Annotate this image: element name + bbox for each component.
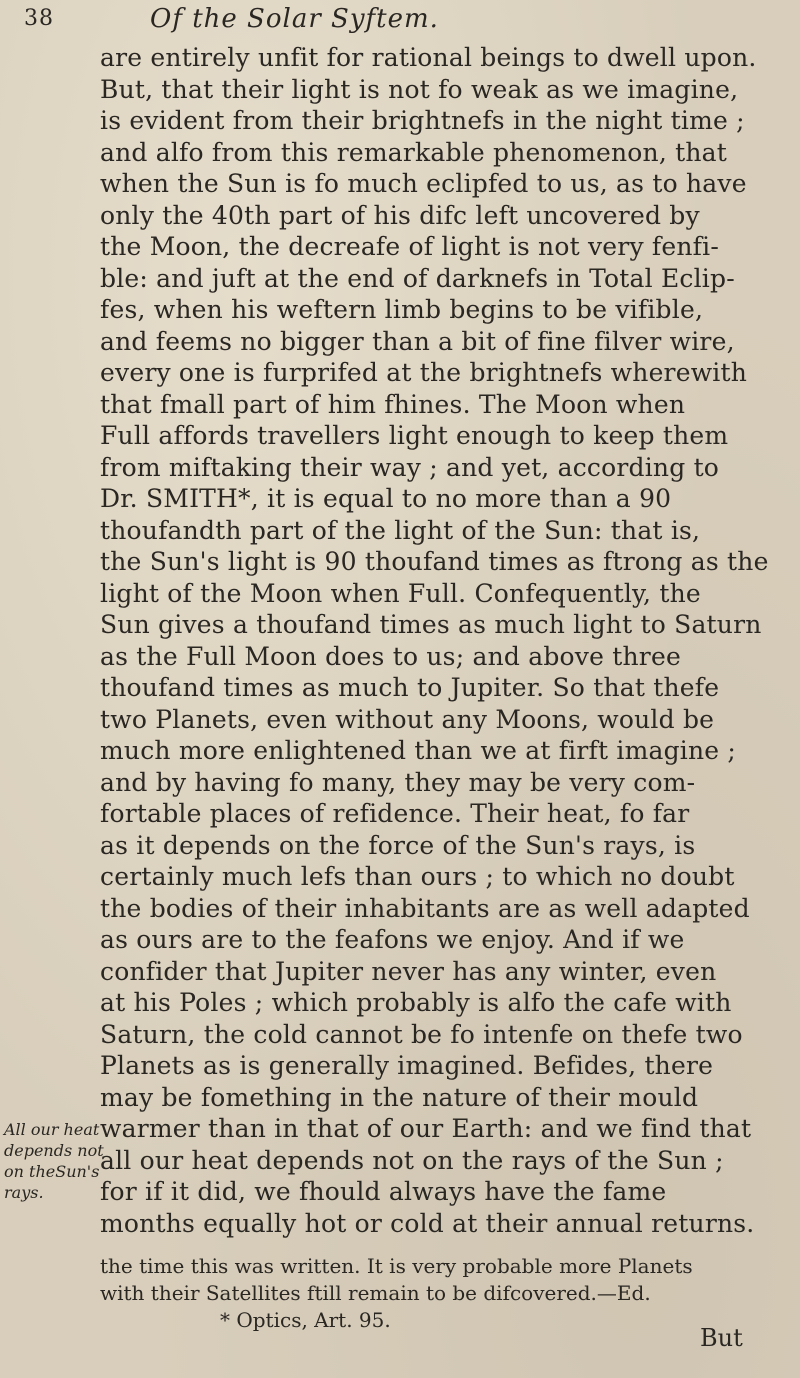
page-number: 38 xyxy=(24,6,54,31)
text-line: certainly much lefs than ours ; to which no doubt xyxy=(100,862,735,891)
text-line: warmer than in that of our Earth: and we find that xyxy=(100,1114,752,1143)
text-line: are entirely unfit for rational beings to dwell upon. xyxy=(100,43,757,72)
text-line: is evident from their brightnefs in the night time ; xyxy=(100,106,745,135)
footnote-line: with their Satellites ftill remain to be difcovered.—Ed. xyxy=(100,1281,651,1305)
text-line: as it depends on the force of the Sun's rays, is xyxy=(100,830,696,860)
text-line: may be fomething in the nature of their mould xyxy=(100,1082,699,1112)
text-line: fes, when his weftern limb begins to be vifible, xyxy=(100,295,704,324)
text-line: Sun gives a thoufand times as much light to Saturn xyxy=(100,610,762,639)
text-line: Planets as is generally imagined. Befides, there xyxy=(100,1051,714,1080)
text-line: and alfo from this remarkable phenomenon, that xyxy=(100,137,728,167)
text-line: Saturn, the cold cannot be fo intenfe on thefe two xyxy=(100,1019,743,1049)
text-line: when the Sun is fo much eclipfed to us, as to have xyxy=(100,169,747,198)
text-line: at his Poles ; which probably is alfo the cafe with xyxy=(100,988,732,1017)
text-line: and feems no bigger than a bit of fine filver wire, xyxy=(100,326,735,356)
text-line: and by having fo many, they may be very com- xyxy=(100,767,696,797)
text-line: ble: and juft at the end of darknefs in Total Eclip- xyxy=(100,263,735,293)
text-line: the Sun's light is 90 thoufand times as ftrong as the xyxy=(100,547,769,576)
text-line: from miftaking their way ; and yet, according to xyxy=(100,452,720,482)
text-line: thoufand times as much to Jupiter. So that thefe xyxy=(100,673,720,702)
text-line: fortable places of refidence. Their heat, fo far xyxy=(100,799,690,828)
text-line: months equally hot or cold at their annual returns. xyxy=(100,1208,755,1238)
catchword: But xyxy=(700,1324,743,1352)
text-line: But, that their light is not fo weak as we imagine, xyxy=(100,74,739,104)
running-head: Of the Solar Syftem. xyxy=(150,4,439,34)
text-line: thoufandth part of the light of the Sun: that is, xyxy=(100,515,701,545)
text-line: much more enlightened than we at firft imagine ; xyxy=(100,736,737,765)
marginal-note xyxy=(4,1119,104,1203)
text-line: as ours are to the feafons we enjoy. And if we xyxy=(100,925,685,954)
text-line: light of the Moon when Full. Confequently, the xyxy=(100,578,701,608)
text-line: only the 40th part of his difc left uncovered by xyxy=(100,200,700,230)
text-line: the Moon, the decreafe of light is not very fenfi- xyxy=(100,232,719,261)
text-line: the bodies of their inhabitants are as well adapted xyxy=(100,893,750,923)
footnote xyxy=(100,1253,780,1334)
text-line: two Planets, even without any Moons, would be xyxy=(100,704,715,734)
text-line: Full affords travellers light enough to keep them xyxy=(100,421,729,450)
body-text xyxy=(100,42,780,1334)
marginal-note-line: All our heat xyxy=(4,1120,100,1139)
text-line: all our heat depends not on the rays of the Sun ; xyxy=(100,1145,724,1175)
marginal-note-line: rays. xyxy=(4,1183,44,1202)
text-line: that fmall part of him fhines. The Moon when xyxy=(100,389,686,419)
footnote-line: the time this was written. It is very probable more Planets xyxy=(100,1254,693,1278)
marginal-note-line: on theSun's xyxy=(4,1162,100,1181)
text-line: for if it did, we fhould always have the fame xyxy=(100,1177,667,1206)
text-line: as the Full Moon does to us; and above three xyxy=(100,641,681,671)
text-line: confider that Jupiter never has any winter, even xyxy=(100,956,717,986)
footnote-spacer xyxy=(100,1239,780,1253)
marginal-note-line: depends not xyxy=(4,1141,104,1160)
footnote-reference: * Optics, Art. 95. xyxy=(220,1308,391,1332)
text-line: Dr. SMITH*, it is equal to no more than a 90 xyxy=(100,484,672,513)
text-line: every one is furprifed at the brightnefs wherewith xyxy=(100,358,748,387)
